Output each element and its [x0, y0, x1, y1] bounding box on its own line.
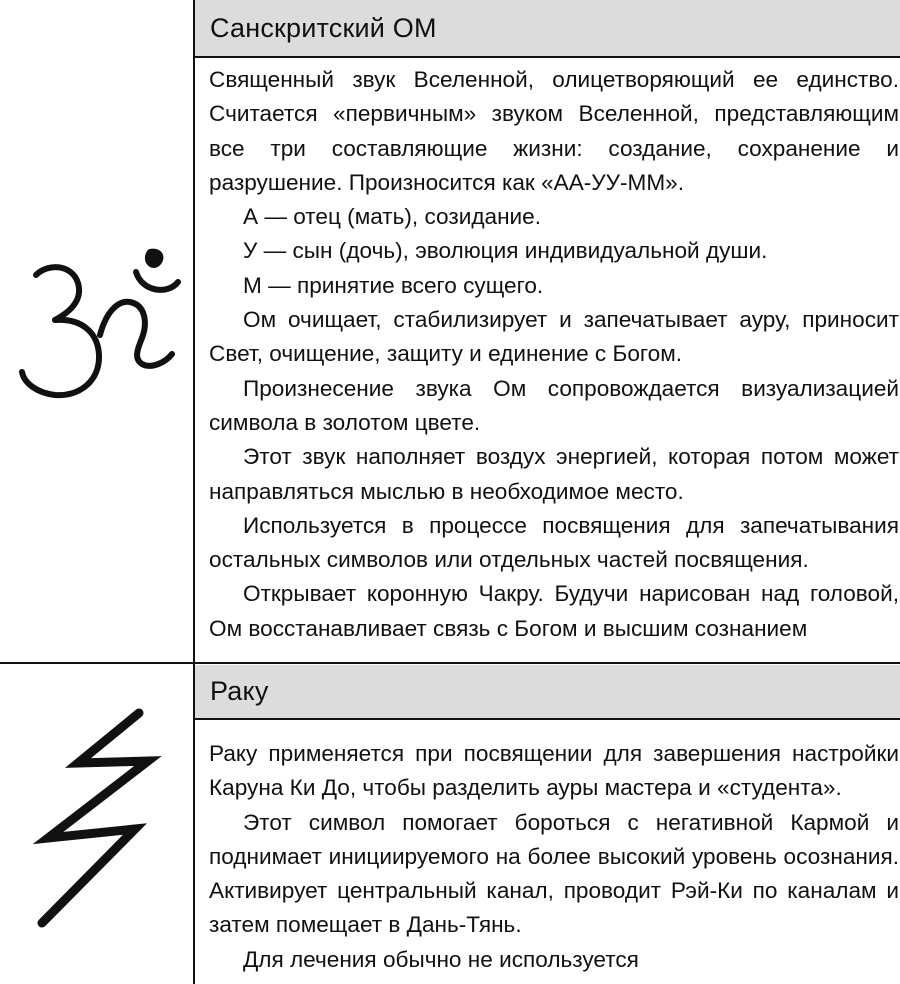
paragraph: М — принятие всего сущего.: [243, 272, 544, 298]
om-symbol-icon: [0, 0, 193, 663]
section-title-om: Санскритский ОМ: [195, 0, 900, 58]
raku-symbol-icon: [0, 663, 193, 984]
column-divider: [193, 0, 195, 663]
om-symbol-cell: [0, 0, 193, 663]
section-body-om: [209, 63, 899, 646]
section-title-raku: Раку: [195, 665, 900, 720]
paragraph: Для лечения обычно не используется: [243, 946, 639, 972]
paragraph: Открывает коронную Чакру. Будучи нарисован над головой, Ом восстанавливает связь с Богом и высшим сознанием: [209, 581, 899, 641]
paragraph: Этот звук наполняет воздух энергией, которая потом может направляться мыслью в необходимое место.: [209, 444, 899, 504]
section-raku: [0, 663, 900, 984]
paragraph: Священный звук Вселенной, олицетворяющий ее единство. Считается «первичным» звуком Вселенной, представляющим все три составляющие жизни: создание, сохранение и разрушение. Произносится как «АА-УУ-ММ».: [209, 67, 899, 195]
paragraph: Ом очищает, стабилизирует и запечатывает ауру, приносит Свет, очищение, защиту и единение с Богом.: [209, 307, 899, 367]
section-body-raku: [209, 737, 899, 977]
paragraph: Раку применяется при посвящении для завершения настройки Каруна Ки До, чтобы разделить ауры мастера и «студента».: [209, 741, 899, 801]
paragraph: Произнесение звука Ом сопровождается визуализацией символа в золотом цвете.: [209, 375, 899, 435]
raku-symbol-cell: [0, 663, 193, 984]
paragraph: Используется в процессе посвящения для запечатывания остальных символов или отдельных частей посвящения.: [209, 512, 899, 573]
paragraph: А — отец (мать), созидание.: [243, 204, 542, 230]
paragraph: Этот символ помогает бороться с негативной Кармой и поднимает инициируемого на более высокий уровень осознания. Активирует центральный канал, проводит Рэй-Ки по каналам и затем помещает в Дань-Тянь.: [209, 809, 899, 938]
paragraph: У — сын (дочь), эволюция индивидуальной души.: [243, 238, 768, 264]
